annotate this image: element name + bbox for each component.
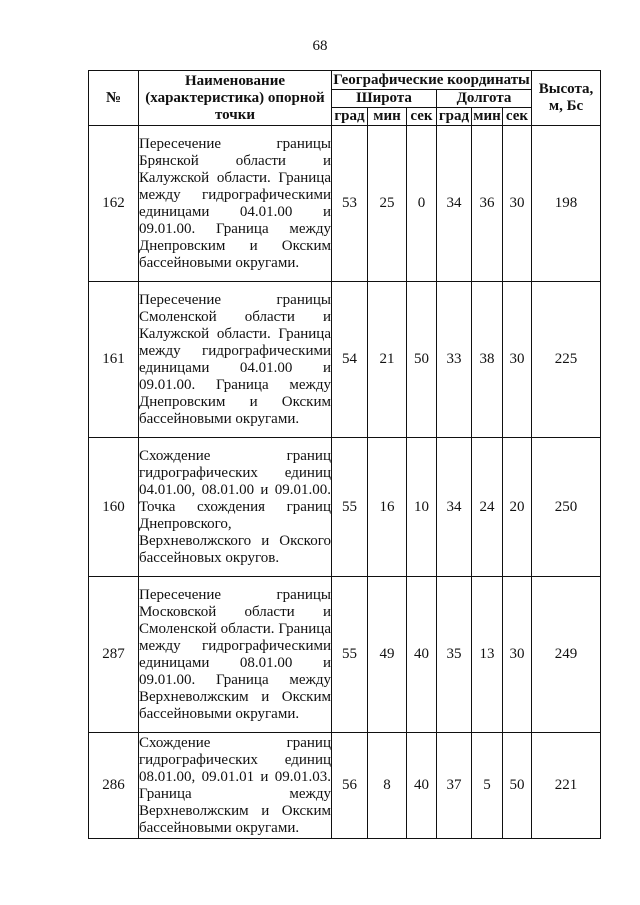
lon-deg: 33	[437, 282, 472, 438]
header-lat-sec: сек	[407, 108, 437, 126]
point-description: Схождение границ гидрографических единиц 08.01.00, 09.01.01 и 09.01.03. Граница между Верхневолжским и Окским бассейновыми округами.	[139, 733, 332, 839]
lon-sec: 50	[503, 733, 532, 839]
lat-deg: 55	[332, 438, 368, 577]
lat-min: 25	[368, 126, 407, 282]
lat-min: 21	[368, 282, 407, 438]
lon-sec: 30	[503, 282, 532, 438]
point-description: Пересечение границы Брянской области и Калужской области. Граница между гидрографическими единицами 04.01.00 и 09.01.00. Граница между Днепровским и Окским бассейновыми округами.	[139, 126, 332, 282]
lat-deg: 55	[332, 577, 368, 733]
header-lon-sec: сек	[503, 108, 532, 126]
header-lat-min: мин	[368, 108, 407, 126]
header-longitude: Долгота	[437, 90, 532, 108]
height-value: 225	[532, 282, 601, 438]
lon-min: 13	[472, 577, 503, 733]
point-number: 161	[89, 282, 139, 438]
table-row	[89, 282, 601, 438]
header-point-name: Наименование (характеристика) опорной точки	[139, 71, 332, 126]
lon-sec: 20	[503, 438, 532, 577]
lat-sec: 0	[407, 126, 437, 282]
table-row	[89, 438, 601, 577]
lat-deg: 53	[332, 126, 368, 282]
lat-deg: 56	[332, 733, 368, 839]
lon-deg: 35	[437, 577, 472, 733]
table-row	[89, 126, 601, 282]
lon-min: 36	[472, 126, 503, 282]
point-number: 287	[89, 577, 139, 733]
point-number: 160	[89, 438, 139, 577]
lon-min: 24	[472, 438, 503, 577]
header-height: Высота, м, Бс	[532, 71, 601, 126]
page-number: 68	[312, 38, 328, 54]
point-description: Схождение границ гидрографических единиц 04.01.00, 08.01.00 и 09.01.00. Точка схождения границ Днепровского, Верхневолжского и Окского бассейновых округов.	[139, 438, 332, 577]
lat-sec: 10	[407, 438, 437, 577]
lat-min: 8	[368, 733, 407, 839]
lon-min: 38	[472, 282, 503, 438]
lat-sec: 50	[407, 282, 437, 438]
header-lon-deg: град	[437, 108, 472, 126]
point-description: Пересечение границы Смоленской области и Калужской области. Граница между гидрографическими единицами 04.01.00 и 09.01.00. Граница между Днепровским и Окским бассейновыми округами.	[139, 282, 332, 438]
height-value: 221	[532, 733, 601, 839]
height-value: 249	[532, 577, 601, 733]
height-value: 198	[532, 126, 601, 282]
header-lon-min: мин	[473, 108, 501, 124]
point-number: 286	[89, 733, 139, 839]
lon-sec: 30	[503, 126, 532, 282]
header-number: №	[89, 71, 139, 126]
height-value: 250	[532, 438, 601, 577]
table-row	[89, 733, 601, 839]
lon-min: 5	[472, 733, 503, 839]
lat-sec: 40	[407, 733, 437, 839]
lon-sec: 30	[503, 577, 532, 733]
point-description: Пересечение границы Московской области и Смоленской области. Граница между гидрографическими единицами 08.01.00 и 09.01.00. Граница между Верхневолжским и Окским бассейновыми округами.	[139, 577, 332, 733]
lon-deg: 37	[437, 733, 472, 839]
lon-deg: 34	[437, 438, 472, 577]
point-number: 162	[89, 126, 139, 282]
reference-points-table	[88, 70, 601, 839]
lon-deg: 34	[437, 126, 472, 282]
header-lat-deg: град	[332, 108, 368, 126]
header-geo-coordinates: Географические координаты	[333, 71, 530, 88]
lat-min: 49	[368, 577, 407, 733]
lat-deg: 54	[332, 282, 368, 438]
header-latitude: Широта	[332, 90, 437, 108]
lat-sec: 40	[407, 577, 437, 733]
table-row	[89, 577, 601, 733]
lat-min: 16	[368, 438, 407, 577]
